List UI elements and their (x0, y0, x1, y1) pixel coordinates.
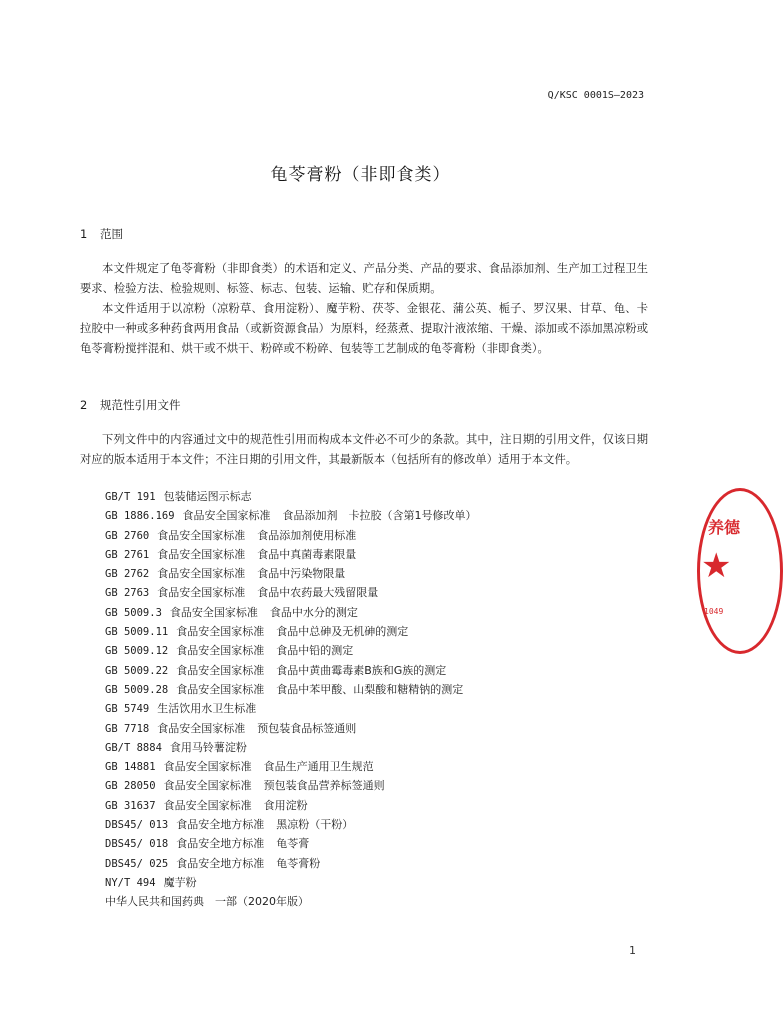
reference-item (105, 738, 645, 757)
reference-item (105, 622, 645, 641)
reference-code: GB 5009.11 (105, 626, 169, 639)
reference-item (105, 506, 645, 525)
reference-code: GB 5009.28 (105, 683, 169, 696)
reference-code: GB 5009.12 (105, 645, 169, 658)
reference-item (105, 641, 645, 660)
reference-title: 食品安全国家标准 (169, 605, 258, 619)
reference-title: 食品安全国家标准 (176, 682, 265, 696)
reference-title: 食品安全国家标准 (157, 528, 246, 542)
reference-item (105, 776, 645, 795)
reference-code: GB 7718 (105, 722, 150, 735)
reference-subtitle: 黑凉粉（干粉） (276, 818, 354, 832)
reference-code: NY/T 494 (105, 876, 156, 889)
reference-code: GB 2760 (105, 529, 150, 542)
reference-title: 包装储运图示标志 (163, 490, 252, 503)
company-seal (697, 488, 783, 654)
reference-subtitle: 食品中农药最大残留限量 (257, 586, 379, 600)
reference-code: GB 5009.3 (105, 606, 162, 619)
reference-title: 中华人民共和国药典 一部（2020年版） (105, 895, 309, 909)
reference-item (105, 892, 645, 911)
reference-item (105, 680, 645, 699)
reference-title: 食用马铃薯淀粉 (169, 740, 247, 754)
section-1-heading (80, 226, 123, 242)
reference-code: GB 14881 (105, 761, 156, 774)
section-title: 范围 (100, 227, 123, 241)
reference-item (105, 545, 645, 564)
reference-code: GB 1886.169 (105, 510, 175, 523)
reference-item (105, 661, 645, 680)
reference-code: DBS45/ 018 (105, 838, 169, 851)
reference-item (105, 487, 645, 506)
reference-title: 食品安全国家标准 (176, 663, 265, 677)
reference-subtitle: 预包装食品标签通则 (257, 721, 357, 735)
reference-title: 魔芋粉 (163, 875, 197, 889)
reference-subtitle: 龟苓膏 (276, 837, 310, 851)
section-1-paragraph-2: 本文件适用于以凉粉（凉粉草、食用淀粉）、魔芋粉、茯苓、金银花、蒲公英、栀子、罗汉果、甘草、龟、卡拉胶中一种或多种药食两用食品（或新资源食品）为原料，经蒸煮、提取汁液浓缩、干燥、添加或不添加黑凉粉或龟苓膏粉搅拌混和、烘干或不烘干、粉碎或不粉碎、包装等工艺制成的龟苓膏粉（非即食类）。 (80, 302, 648, 355)
reference-item (105, 854, 645, 873)
reference-item (105, 834, 645, 853)
reference-title: 食品安全国家标准 (163, 779, 252, 793)
reference-item (105, 815, 645, 834)
reference-subtitle: 食品中苯甲酸、山梨酸和糖精钠的测定 (276, 682, 464, 696)
reference-code: GB/T 8884 (105, 741, 162, 754)
reference-title: 食品安全国家标准 (157, 721, 246, 735)
reference-item (105, 583, 645, 602)
section-number: 1 (80, 227, 88, 241)
reference-title: 食品安全国家标准 (182, 509, 271, 523)
reference-subtitle: 食品中真菌毒素限量 (257, 547, 357, 561)
section-number: 2 (80, 398, 88, 412)
reference-code: DBS45/ 013 (105, 819, 169, 832)
reference-code: GB 5749 (105, 703, 150, 716)
reference-list (105, 487, 645, 912)
section-2-paragraph-1: 下列文件中的内容通过文中的规范性引用而构成本文件必不可少的条款。其中，注日期的引用文件，仅该日期对应的版本适用于本文件；不注日期的引用文件，其最新版本（包括所有的修改单）适用于本文件。 (80, 433, 648, 466)
reference-subtitle: 食品中铅的测定 (276, 644, 354, 658)
reference-item (105, 873, 645, 892)
reference-subtitle: 龟苓膏粉 (276, 856, 321, 870)
reference-subtitle: 食品添加剂 卡拉胶（含第1号修改单） (282, 509, 477, 523)
document-title: 龟苓膏粉（非即食类） (270, 165, 451, 185)
reference-title: 生活饮用水卫生标准 (157, 702, 257, 716)
reference-item (105, 757, 645, 776)
reference-subtitle: 食用淀粉 (263, 798, 308, 812)
reference-item (105, 564, 645, 583)
page-number: 1 (629, 944, 636, 957)
reference-title: 食品安全国家标准 (157, 547, 246, 561)
section-2-heading (80, 397, 181, 413)
reference-code: GB 31637 (105, 799, 156, 812)
star-icon: ★ (701, 546, 732, 586)
reference-code: GB 28050 (105, 780, 156, 793)
reference-code: GB/T 191 (105, 491, 156, 503)
section-title: 规范性引用文件 (100, 398, 181, 412)
reference-code: GB 2761 (105, 548, 150, 561)
reference-title: 食品安全国家标准 (163, 798, 252, 812)
reference-item (105, 719, 645, 738)
seal-digits: 1049 (704, 607, 724, 616)
reference-title: 食品安全国家标准 (157, 586, 246, 600)
reference-subtitle: 食品添加剂使用标准 (257, 528, 357, 542)
document-code: Q/KSC 0001S—2023 (547, 90, 644, 101)
reference-subtitle: 食品中总砷及无机砷的测定 (276, 625, 409, 639)
reference-code: GB 5009.22 (105, 664, 169, 677)
reference-title: 食品安全国家标准 (157, 567, 246, 581)
reference-title: 食品安全地方标准 (176, 837, 265, 851)
reference-title: 食品安全国家标准 (176, 644, 265, 658)
reference-title: 食品安全国家标准 (163, 760, 252, 774)
reference-title: 食品安全地方标准 (176, 856, 265, 870)
reference-subtitle: 食品中黄曲霉毒素B族和G族的测定 (276, 663, 447, 677)
reference-title: 食品安全地方标准 (176, 818, 265, 832)
reference-subtitle: 食品中水分的测定 (269, 605, 358, 619)
reference-code: DBS45/ 025 (105, 857, 169, 870)
reference-subtitle: 预包装食品营养标签通则 (263, 779, 385, 793)
reference-item (105, 699, 645, 718)
reference-item (105, 796, 645, 815)
seal-text: 养德 (708, 518, 741, 537)
reference-title: 食品安全国家标准 (176, 625, 265, 639)
reference-code: GB 2763 (105, 587, 150, 600)
reference-code: GB 2762 (105, 568, 150, 581)
reference-item (105, 526, 645, 545)
reference-subtitle: 食品中污染物限量 (257, 567, 346, 581)
section-1-paragraph-1: 本文件规定了龟苓膏粉（非即食类）的术语和定义、产品分类、产品的要求、食品添加剂、生产加工过程卫生要求、检验方法、检验规则、标签、标志、包装、运输、贮存和保质期。 (80, 262, 648, 295)
reference-item (105, 603, 645, 622)
reference-subtitle: 食品生产通用卫生规范 (263, 760, 374, 774)
